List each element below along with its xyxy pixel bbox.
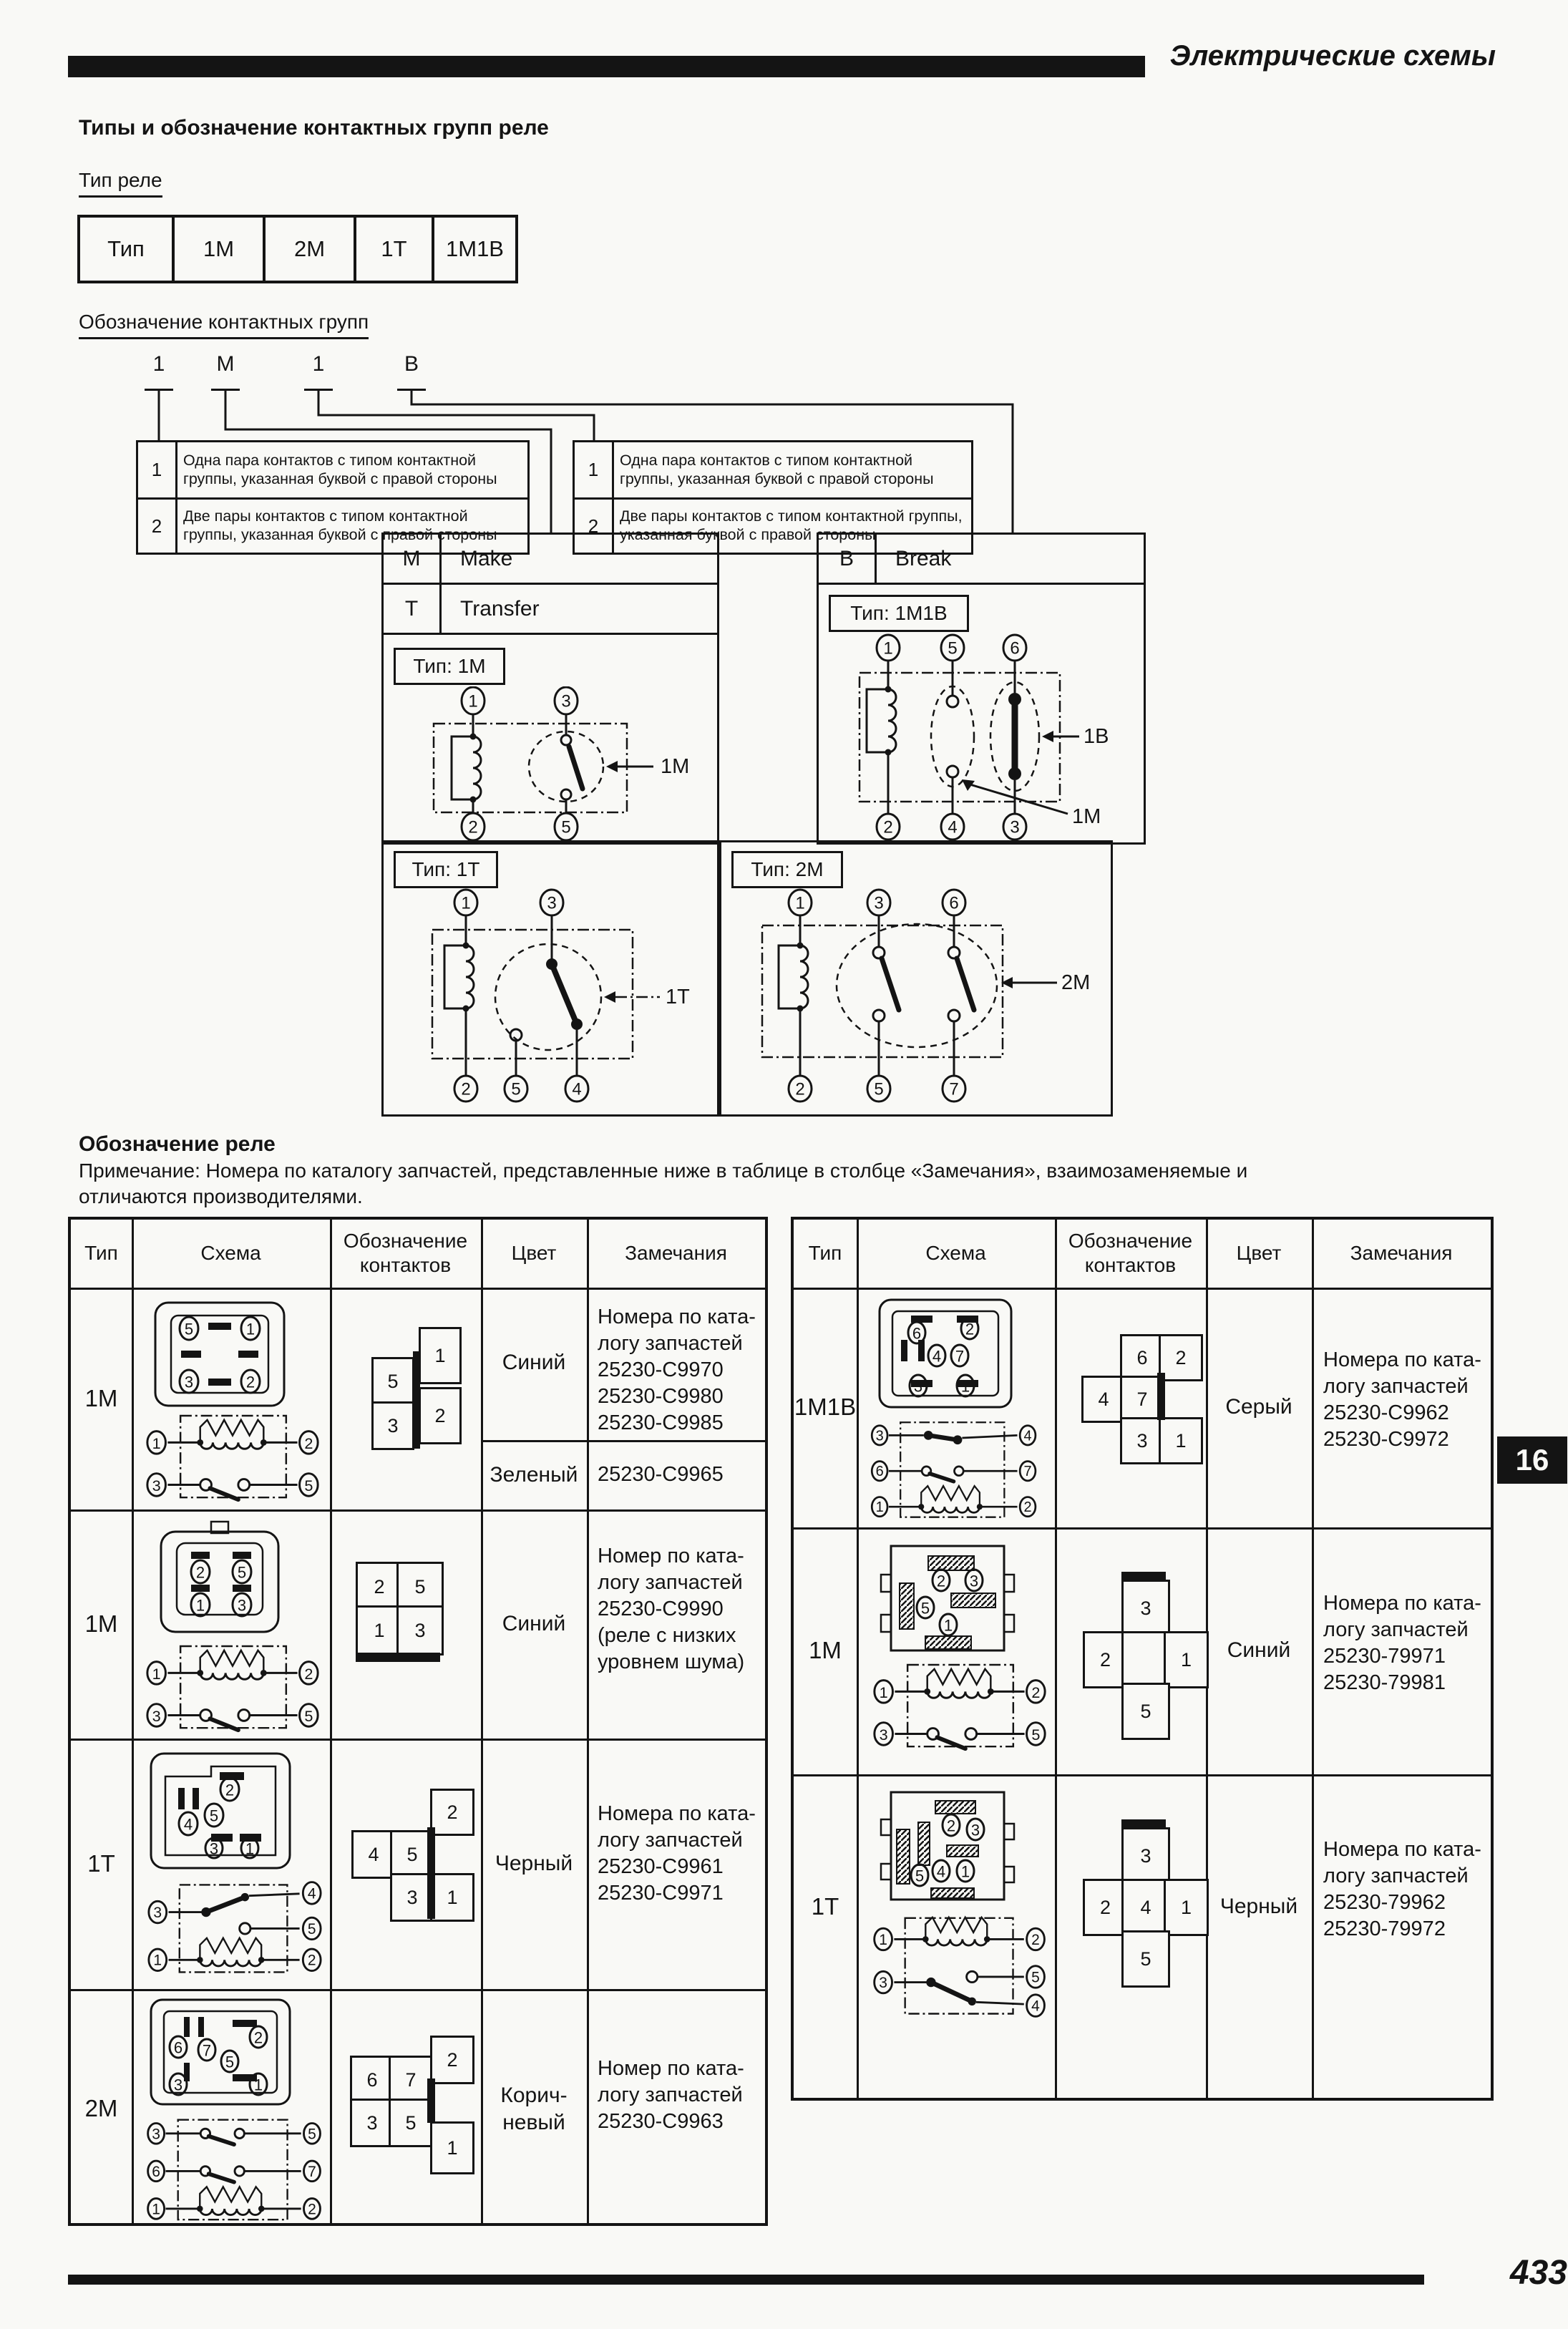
svg-text:6: 6 [1010,638,1020,658]
code-letter-m: M [216,352,235,376]
digit-cell: 1 [138,442,177,497]
svg-text:6: 6 [152,2163,160,2180]
col-header-type: Тип [808,1242,842,1264]
color-value-2: Зеленый [490,1463,578,1487]
svg-text:7: 7 [955,1347,965,1366]
row-type: 1M [84,1610,118,1637]
callout-1m: 1M [1072,805,1101,828]
code-digit-1b: 1 [312,352,325,376]
digit-cell: 2 [575,500,614,553]
relay-schematic-1t-svg [398,888,713,1104]
contact-designation: 3 2 4 1 5 [1083,1819,1206,1985]
col-header-schema: Схема [925,1242,986,1264]
svg-text:1: 1 [875,1499,884,1516]
letter-word-break: Break [895,546,952,570]
relay-table-right [791,1217,1494,2101]
contact-designation: 6 2 4 7 3 1 [1081,1334,1202,1466]
svg-text:1: 1 [468,691,478,711]
letter-word-make: Make [460,546,513,570]
circuit-drawing [868,1915,1053,2021]
callout-2m: 2M [1061,971,1091,994]
svg-text:6: 6 [875,1464,884,1480]
svg-text:4: 4 [572,1079,582,1099]
svg-text:1: 1 [795,893,805,913]
row-type: 1T [87,1850,115,1877]
svg-text:2: 2 [883,817,893,837]
digit-cell: 1 [575,442,614,497]
svg-text:1: 1 [152,1434,161,1452]
contact-designation: 6 7 2 3 5 1 [350,2036,476,2176]
note-line2: отличаются производителями. [79,1185,363,1207]
svg-text:3: 3 [969,1572,979,1590]
svg-text:5: 5 [561,817,571,837]
svg-text:3: 3 [237,1596,247,1615]
callout-1m: 1M [661,755,690,778]
svg-text:1: 1 [879,1931,887,1948]
col-header-notes: Замечания [1350,1242,1453,1264]
svg-text:6: 6 [912,1324,922,1343]
svg-text:1: 1 [943,1616,953,1635]
digit-text: Одна пара контактов с типом контактной группы, указанная буквой с правой стороны [183,451,497,487]
row-type: 2M [84,2095,118,2121]
svg-text:1: 1 [153,1952,162,1969]
svg-text:4: 4 [932,1347,942,1366]
header-rule [68,56,1145,77]
col-header-contacts: Обозначение контактов [343,1230,468,1276]
svg-text:3: 3 [913,1377,923,1396]
svg-text:3: 3 [1010,817,1020,837]
row-type: 1T [811,1893,839,1920]
svg-text:2: 2 [304,1434,313,1452]
svg-text:2: 2 [304,1664,313,1683]
notes-value: Номера по ката- логу запчастей 25230-79971 25230-79981 [1323,1592,1481,1694]
circuit-drawing [867,1416,1042,1523]
svg-text:5: 5 [308,2126,316,2143]
svg-text:2: 2 [468,817,478,837]
svg-text:2: 2 [965,1320,975,1338]
notes-value: Номера по ката- логу запчастей 25230-C9961 25230-C9971 [598,1802,756,1905]
svg-text:2: 2 [195,1563,205,1582]
color-value: Корич- невый [500,2084,568,2134]
type-cell-1m: 1M [172,215,266,283]
svg-text:1: 1 [245,1320,255,1338]
notes-value: Номера по ката- логу запчастей 25230-C9970 25230-C9980 25230-C9985 [598,1305,756,1434]
contact-designation: 2 4 5 3 1 [351,1789,473,1921]
svg-text:3: 3 [153,1905,162,1922]
notes-value: Номер по ката- логу запчастей 25230-C9963 [598,2057,744,2133]
connector-drawing [872,1537,1023,1659]
svg-text:1: 1 [461,893,471,913]
color-value: Серый [1225,1395,1292,1419]
svg-text:2: 2 [245,1373,255,1391]
svg-text:1: 1 [152,1664,161,1683]
svg-text:5: 5 [511,1079,521,1099]
svg-text:2: 2 [946,1817,956,1835]
svg-text:1: 1 [245,1839,255,1858]
legend-box-make [381,533,719,845]
relay-table-left [68,1217,768,2226]
svg-text:3: 3 [879,1725,888,1744]
contact-designation: 1 5 3 2 [357,1327,472,1479]
svg-text:5: 5 [915,1867,925,1885]
circuit-drawing [141,1645,324,1736]
svg-text:3: 3 [879,1975,887,1992]
color-value: Синий [502,1351,566,1374]
footer-rule [68,2275,1424,2285]
circuit-drawing [142,1877,327,1979]
circuit-drawing [142,2113,327,2226]
code-digit-1a: 1 [152,352,165,376]
circuit-drawing [868,1663,1051,1755]
svg-text:3: 3 [874,893,884,913]
svg-text:5: 5 [948,638,958,658]
svg-text:4: 4 [307,1885,316,1902]
type-cell-1m1b: 1M1B [432,215,518,283]
note-line1: Примечание: Номера по каталогу запчастей, представленные ниже в таблице в столбце «Замечания», взаимозаменяемые и [79,1159,1248,1182]
col-header-color: Цвет [1236,1242,1282,1264]
contact-designation: 2 5 1 3 [356,1562,447,1666]
groups-heading: Обозначение контактных групп [79,311,369,339]
type-cell-2m: 2M [263,215,356,283]
svg-text:5: 5 [1031,1969,1040,1986]
color-value: Синий [1227,1638,1291,1662]
connector-drawing [145,1748,296,1873]
svg-text:5: 5 [304,1476,313,1494]
svg-text:7: 7 [949,1079,959,1099]
svg-text:7: 7 [308,2163,316,2180]
svg-text:5: 5 [209,1807,219,1825]
connector-drawing [148,1297,291,1411]
svg-text:3: 3 [152,1476,161,1494]
svg-text:4: 4 [948,817,958,837]
svg-text:5: 5 [307,1920,316,1937]
svg-text:3: 3 [152,2126,160,2143]
svg-text:6: 6 [949,893,959,913]
connector-drawing [872,1784,1023,1909]
diagram-label-1t: Тип: 1T [394,851,498,888]
circuit-drawing [141,1414,324,1506]
letter-word-transfer: Transfer [460,596,540,621]
callout-1t: 1T [666,986,690,1008]
svg-text:1: 1 [960,1862,970,1881]
svg-text:2: 2 [253,2028,263,2047]
connector-drawing [874,1294,1017,1412]
svg-text:2: 2 [307,1952,316,1969]
notes-value: Номера по ката- логу запчастей 25230-79962 25230-79972 [1323,1838,1481,1940]
svg-text:4: 4 [936,1862,946,1881]
notes-value: Номера по ката- логу запчастей 25230-C9962 25230-C9972 [1323,1348,1481,1451]
svg-text:1: 1 [152,2201,160,2218]
svg-text:4: 4 [1031,1998,1040,2015]
svg-text:2: 2 [1023,1499,1032,1516]
svg-text:5: 5 [225,2053,235,2071]
svg-text:1: 1 [195,1596,205,1615]
svg-text:7: 7 [202,2041,212,2060]
digit-text: Две пары контактов с типом контактной группы, указанная буквой с правой стороны [620,507,963,543]
diagram-label-1m: Тип: 1M [394,648,505,685]
row-type: 1M [84,1385,118,1411]
svg-text:3: 3 [561,691,571,711]
svg-text:5: 5 [1031,1725,1041,1744]
col-header-contacts: Обозначение контактов [1068,1230,1193,1276]
svg-text:2: 2 [461,1079,471,1099]
col-header-type: Тип [84,1242,118,1264]
col-header-schema: Схема [200,1242,261,1264]
svg-text:3: 3 [547,893,557,913]
svg-text:1: 1 [253,2076,263,2094]
chapter-tab: 16 [1497,1436,1567,1484]
type-table [77,215,518,283]
row-type: 1M1B [794,1394,857,1420]
connector-drawing [145,1994,296,2109]
svg-text:5: 5 [184,1320,194,1338]
svg-text:3: 3 [173,2076,183,2094]
svg-text:3: 3 [970,1821,980,1839]
svg-text:7: 7 [1023,1464,1032,1480]
legend-box-1t [381,840,719,1117]
letter-cell-b: B [819,535,877,583]
svg-text:3: 3 [875,1428,884,1444]
row-type: 1M [809,1637,842,1663]
diagram-label-2m: Тип: 2M [731,851,843,888]
relay-schematic-1m1b-svg [827,633,1139,841]
relay-type-heading: Тип реле [79,169,162,198]
svg-text:4: 4 [183,1815,193,1834]
col-header-color: Цвет [511,1242,557,1264]
svg-text:1: 1 [960,1377,970,1396]
svg-text:2: 2 [225,1781,235,1799]
digit-text: Одна пара контактов с типом контактной группы, указанная буквой с правой стороны [620,451,934,487]
svg-text:3: 3 [184,1373,194,1391]
svg-text:2: 2 [1031,1931,1040,1948]
svg-text:3: 3 [152,1706,161,1725]
legend-box-break [817,533,1146,845]
color-value: Синий [502,1612,566,1635]
col-header-notes: Замечания [625,1242,727,1264]
code-letter-b: B [404,352,419,376]
svg-text:1: 1 [883,638,893,658]
notes-value: Номер по ката- логу запчастей 25230-C9990 (реле с низких уровнем шума) [598,1545,745,1673]
color-value: Черный [495,1852,573,1875]
digit-cell: 2 [138,500,177,553]
color-value: Черный [1219,1895,1298,1918]
connector-drawing [148,1519,291,1640]
section2-title: Обозначение реле [79,1132,276,1156]
type-cell-1t: 1T [354,215,434,283]
relay-schematic-2m-svg [739,888,1097,1104]
svg-text:2: 2 [795,1079,805,1099]
letter-cell-m: M [384,535,442,583]
contact-designation: 3 2 1 5 [1083,1572,1206,1738]
svg-text:4: 4 [1023,1428,1032,1444]
letter-cell-t: T [384,585,442,633]
notes-value-2: 25230-C9965 [598,1463,724,1486]
svg-text:1: 1 [879,1683,888,1701]
type-table-label-cell: Тип [77,215,175,283]
svg-text:2: 2 [308,2201,316,2218]
digit-text: Две пары контактов с типом контактной группы, указанная буквой с правой стороны [183,507,497,543]
header-title: Электрические схемы [1169,40,1496,72]
section1-title: Типы и обозначение контактных групп реле [79,116,549,140]
callout-1b: 1B [1084,725,1109,748]
svg-text:2: 2 [936,1572,946,1590]
svg-text:5: 5 [874,1079,884,1099]
svg-text:6: 6 [173,2038,183,2057]
svg-text:5: 5 [304,1706,313,1725]
svg-text:5: 5 [920,1599,930,1618]
diagram-label-1m1b: Тип: 1M1B [829,595,969,632]
svg-text:3: 3 [209,1839,219,1858]
legend-box-2m [719,840,1113,1117]
page-number: 433 [1509,2254,1567,2292]
svg-text:2: 2 [1031,1683,1041,1701]
svg-text:5: 5 [237,1563,247,1582]
relay-schematic-1m-svg [394,686,709,841]
